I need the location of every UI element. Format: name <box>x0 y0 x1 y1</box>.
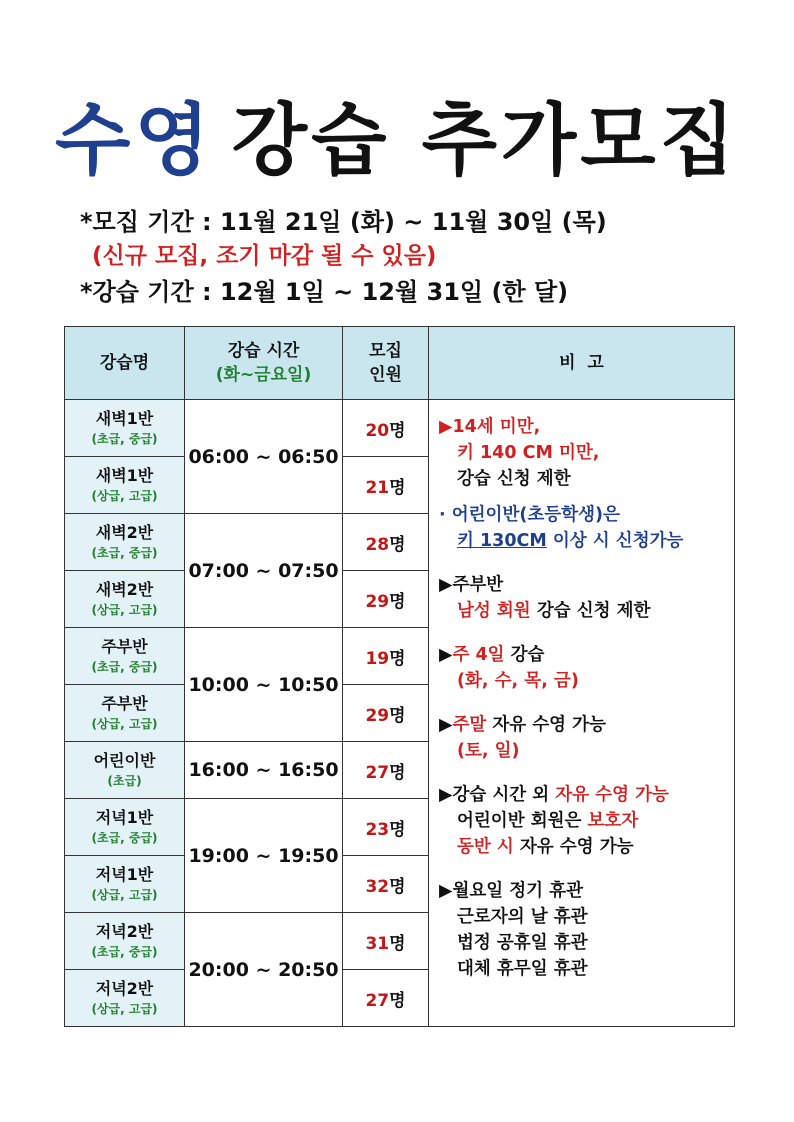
title-rest: 강습 추가모집 <box>231 96 739 186</box>
remark-text: ▶월요일 정기 휴관 <box>439 881 583 901</box>
count-unit: 명 <box>389 591 406 612</box>
count-number: 31 <box>365 933 390 954</box>
header-count <box>343 327 429 400</box>
class-level: (초급, 중급) <box>91 546 158 560</box>
table-row <box>65 400 735 457</box>
remark-text: ▶강습 시간 외 <box>439 785 550 805</box>
class-level: (초급, 중급) <box>91 432 158 446</box>
class-cell <box>65 799 185 856</box>
count-unit: 명 <box>389 990 406 1011</box>
remark-free-swim <box>439 782 734 860</box>
title-swim: 수영 <box>55 96 214 186</box>
class-name: 저녁2반 <box>95 979 154 998</box>
header-time-sub: (화~금요일) <box>215 365 312 385</box>
count-cell <box>343 457 429 514</box>
count-cell <box>343 913 429 970</box>
class-cell <box>65 970 185 1027</box>
class-name: 저녁1반 <box>95 865 154 884</box>
recruit-period: *모집 기간 : 11월 21일 (화) ~ 11월 30일 (목) <box>80 208 607 236</box>
count-unit: 명 <box>389 876 406 897</box>
remark-text: 어린이반(초등학생)은 <box>451 505 620 525</box>
count-number: 28 <box>365 534 390 555</box>
class-cell <box>65 457 185 514</box>
count-cell <box>343 799 429 856</box>
count-number: 21 <box>365 477 390 498</box>
remark-text: 대체 휴무일 휴관 <box>457 959 588 979</box>
class-level: (상급, 고급) <box>91 489 158 503</box>
remark-text: 강습 <box>510 645 545 665</box>
count-unit: 명 <box>389 648 406 669</box>
remark-text: 근로자의 날 휴관 <box>457 907 588 927</box>
remark-text: 키 130CM <box>457 531 547 551</box>
arrow-icon: ▶ <box>439 715 453 735</box>
header-remarks: 비 고 <box>429 327 735 400</box>
class-name: 새벽2반 <box>95 580 154 599</box>
count-number: 20 <box>365 420 390 441</box>
header-time <box>185 327 343 400</box>
remark-kids-height <box>439 502 734 554</box>
count-unit: 명 <box>389 477 406 498</box>
class-name: 새벽1반 <box>95 466 154 485</box>
remark-text: 법정 공휴일 휴관 <box>457 933 588 953</box>
class-name: 주부반 <box>101 694 148 713</box>
remark-text: 자유 수영 가능 <box>492 715 606 735</box>
class-cell <box>65 400 185 457</box>
arrow-icon: ▶ <box>439 645 453 665</box>
count-unit: 명 <box>389 819 406 840</box>
remark-text: 남성 회원 <box>457 601 531 621</box>
recruit-note: (신규 모집, 조기 마감 될 수 있음) <box>92 243 437 269</box>
class-level: (상급, 고급) <box>91 888 158 902</box>
count-cell <box>343 685 429 742</box>
count-unit: 명 <box>389 420 406 441</box>
class-name: 어린이반 <box>93 751 156 770</box>
remark-text: 주말 <box>452 715 487 735</box>
class-name: 저녁1반 <box>95 808 154 827</box>
class-name: 주부반 <box>101 637 148 656</box>
class-level: (초급, 중급) <box>91 660 158 674</box>
class-name: 저녁2반 <box>95 922 154 941</box>
class-level: (초급, 중급) <box>91 831 158 845</box>
schedule-table <box>64 326 735 1027</box>
remark-text: (토, 일) <box>457 741 520 761</box>
remark-weekend <box>439 712 734 764</box>
remark-four-days <box>439 642 734 694</box>
count-cell <box>343 628 429 685</box>
remark-text: ▶주부반 <box>439 575 504 595</box>
remark-closed-days <box>439 878 734 982</box>
remark-text: 주 4일 <box>452 645 505 665</box>
remark-text: 강습 신청 제한 <box>457 469 571 489</box>
count-cell <box>343 400 429 457</box>
remark-text: ▶14세 미만, <box>439 417 541 437</box>
time-cell: 07:00 ~ 07:50 <box>185 514 343 628</box>
count-number: 29 <box>365 705 390 726</box>
count-cell <box>343 970 429 1027</box>
count-unit: 명 <box>389 762 406 783</box>
bullet-dot-icon: · <box>439 505 446 525</box>
class-cell <box>65 742 185 799</box>
header-count-l1: 모집 <box>369 341 402 361</box>
class-level: (초급, 중급) <box>91 945 158 959</box>
count-unit: 명 <box>389 705 406 726</box>
class-name: 새벽2반 <box>95 523 154 542</box>
class-level: (상급, 고급) <box>91 717 158 731</box>
count-cell <box>343 571 429 628</box>
header-time-label: 강습 시간 <box>227 341 300 361</box>
remark-text: 이상 시 신청가능 <box>552 531 684 551</box>
count-cell <box>343 514 429 571</box>
class-level: (상급, 고급) <box>91 603 158 617</box>
count-cell <box>343 742 429 799</box>
count-number: 29 <box>365 591 390 612</box>
class-cell <box>65 856 185 913</box>
time-cell: 16:00 ~ 16:50 <box>185 742 343 799</box>
count-number: 27 <box>365 762 390 783</box>
time-cell: 10:00 ~ 10:50 <box>185 628 343 742</box>
lesson-period: *강습 기간 : 12월 1일 ~ 12월 31일 (한 달) <box>80 278 569 306</box>
count-unit: 명 <box>389 933 406 954</box>
time-cell: 19:00 ~ 19:50 <box>185 799 343 913</box>
time-cell: 06:00 ~ 06:50 <box>185 400 343 514</box>
remark-text: 자유 수영 가능 <box>519 837 634 857</box>
header-class-name: 강습명 <box>65 327 185 400</box>
remark-text: 어린이반 회원은 <box>457 811 582 831</box>
count-number: 32 <box>365 876 390 897</box>
remark-text: 자유 수영 가능 <box>555 785 669 805</box>
class-cell <box>65 571 185 628</box>
count-number: 23 <box>365 819 390 840</box>
class-level: (상급, 고급) <box>91 1002 158 1016</box>
class-name: 새벽1반 <box>95 409 154 428</box>
remark-text: 보호자 <box>587 811 639 831</box>
remark-age-limit <box>439 414 734 492</box>
remark-text: (화, 수, 목, 금) <box>457 671 579 691</box>
page-title <box>0 86 794 196</box>
class-cell <box>65 913 185 970</box>
class-cell <box>65 628 185 685</box>
remarks-cell <box>429 400 735 1027</box>
table-header-row <box>65 327 735 400</box>
count-number: 27 <box>365 990 390 1011</box>
count-number: 19 <box>365 648 390 669</box>
class-cell <box>65 514 185 571</box>
count-cell <box>343 856 429 913</box>
class-level: (초급) <box>107 774 142 788</box>
header-count-l2: 인원 <box>369 365 402 385</box>
remark-text: 강습 신청 제한 <box>536 601 651 621</box>
remark-text: 동반 시 <box>457 837 514 857</box>
class-cell <box>65 685 185 742</box>
time-cell: 20:00 ~ 20:50 <box>185 913 343 1027</box>
remark-text: 키 140 CM 미만, <box>457 443 600 463</box>
remark-housewife <box>439 572 734 624</box>
count-unit: 명 <box>389 534 406 555</box>
